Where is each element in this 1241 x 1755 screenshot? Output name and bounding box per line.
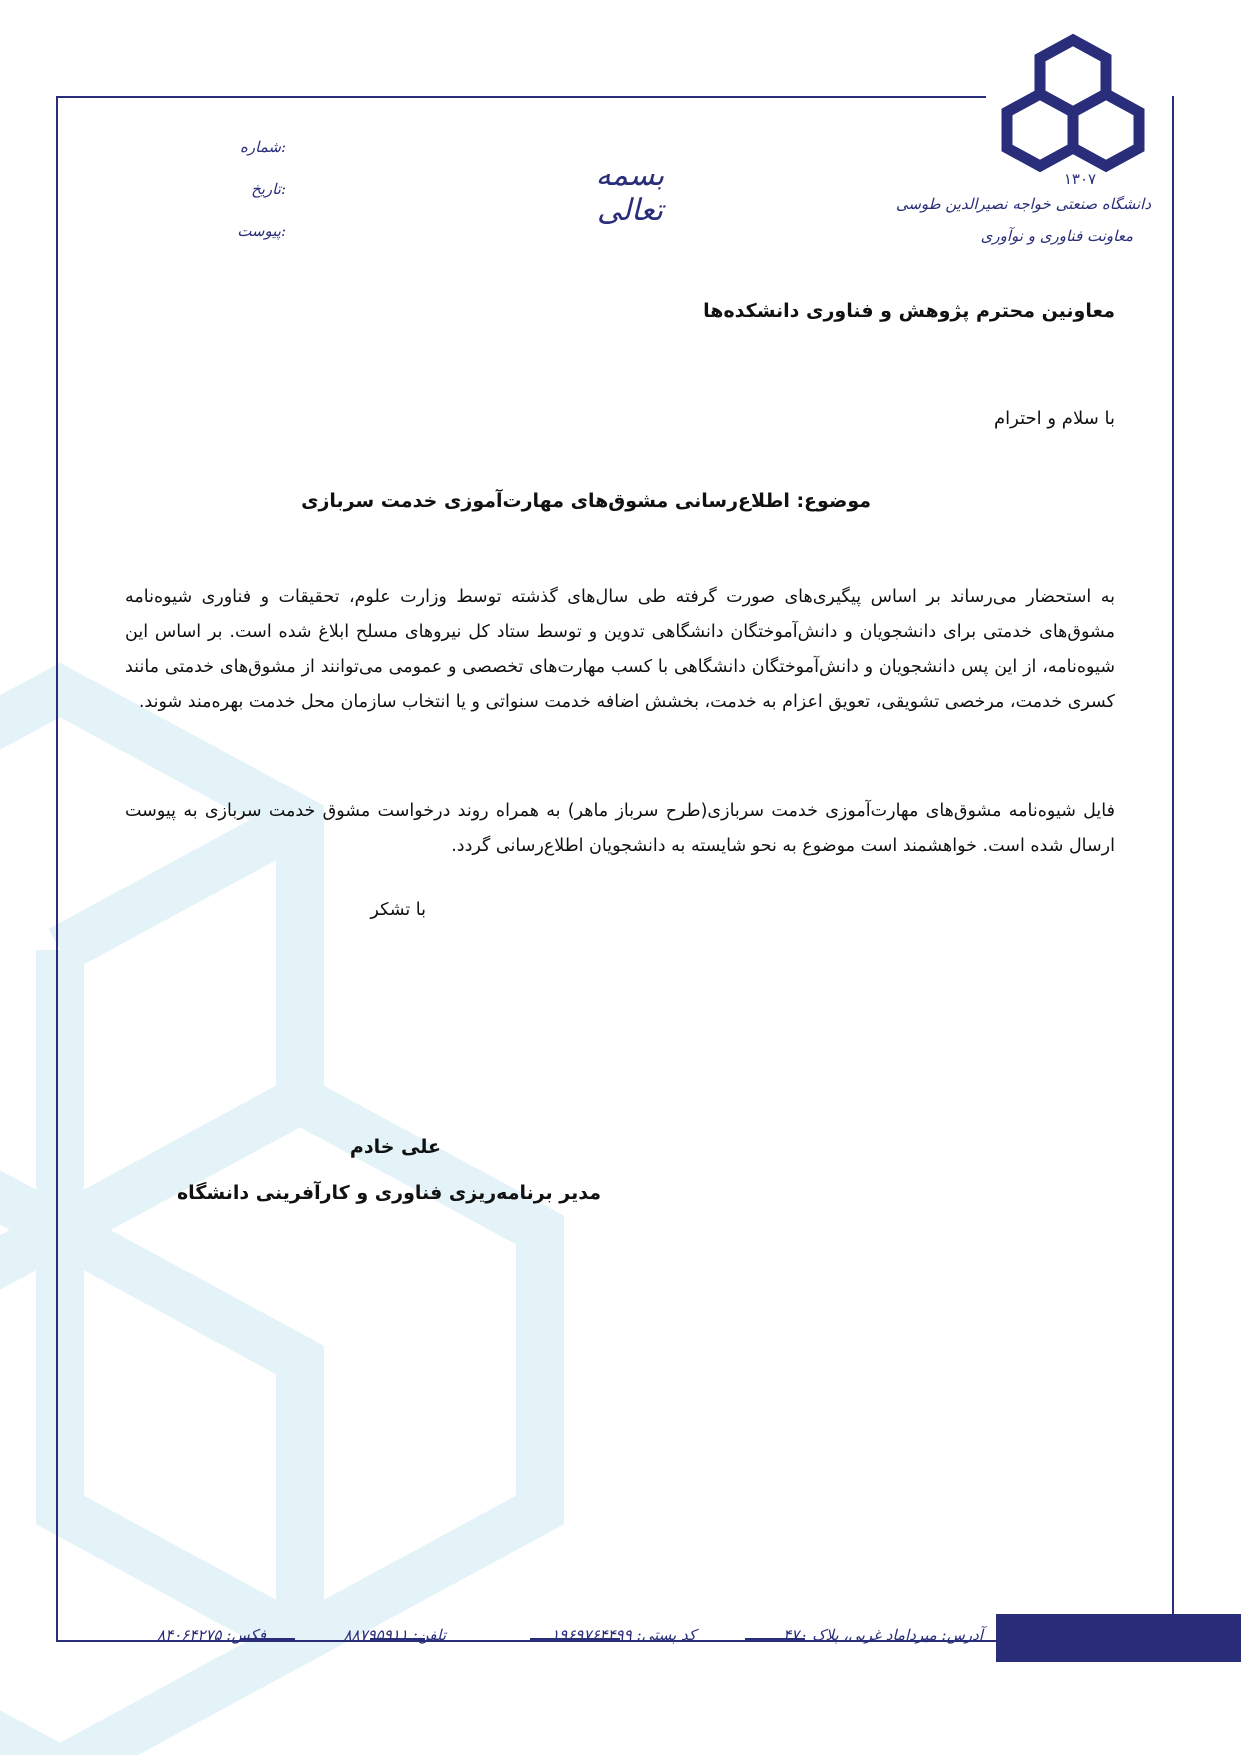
university-logo-icon	[998, 30, 1148, 180]
logo-department-name: معاونت فناوری و نوآوری	[980, 227, 1133, 245]
page-frame-top	[56, 96, 986, 98]
signatory-title: مدیر برنامه‌ریزی فناوری و کارآفرینی دانشگاه	[176, 1182, 601, 1204]
logo-year: ۱۳۰۷	[1063, 170, 1097, 188]
subject-line: موضوع: اطلاع‌رسانی مشوق‌های مهارت‌آموزی خدمت سربازی	[301, 490, 871, 512]
body-paragraph-2: فایل شیوه‌نامه مشوق‌های مهارت‌آموزی خدمت سربازی(طرح سرباز ماهر) به همراه روند درخواست مشوق خدمت سربازی به پیوست ارسال شده است. خواهشمند است موضوع به نحو شایسته به دانشجویان اطلاع‌رسانی گردد.	[125, 801, 1115, 856]
logo-university-name: دانشگاه صنعتی خواجه نصیرالدین طوسی	[895, 195, 1151, 213]
footer-postal-code: کد پستی: ۱۹۶۹۷۶۴۴۹۹	[551, 1626, 696, 1644]
footer-fax: فکس: ۸۴۰۶۴۲۷۵	[157, 1626, 266, 1644]
basmala-heading: بسمه تعالی	[595, 158, 665, 228]
body-paragraph-1: به استحضار می‌رساند بر اساس پیگیری‌های صورت گرفته طی سال‌های گذشته توسط وزارت علوم، تحقیقات و فناوری شیوه‌نامه مشوق‌های خدمتی برای دانشجویان و دانش‌آموختگان دانشگاهی تدوین و توسط ستاد کل نیروهای مسلح ابلاغ شده است. بر اساس این شیوه‌نامه، از این پس دانشجویان و دانش‌آموختگان دانشگاهی با کسب مهارت‌های تخصصی و عمومی می‌توانند از مشوق‌های خدمتی مانند کسری خدمت، مرخصی تشویقی، تعویق اعزام به خدمت، بخشش اضافه خدمت سنواتی و یا انتخاب سازمان محل خدمت بهره‌مند شوند.	[125, 587, 1115, 712]
closing: با تشکر	[370, 900, 426, 920]
attachment-label: پیوست:	[237, 222, 286, 240]
footer-accent-bar	[996, 1614, 1241, 1662]
number-label: شماره:	[240, 138, 286, 156]
page-frame	[56, 96, 1174, 1642]
greeting: با سلام و احترام	[994, 408, 1115, 429]
addressee: معاونین محترم پژوهش و فناوری دانشکده‌ها	[703, 300, 1115, 322]
footer-phone: تلفن: ۸۸۷۹۵۹۱۱	[343, 1626, 446, 1644]
footer-address: آدرس: میرداماد غربی، پلاک ۴۷۰	[783, 1626, 983, 1644]
date-label: تاریخ:	[251, 180, 286, 198]
signatory-name: علی خادم	[349, 1136, 441, 1158]
